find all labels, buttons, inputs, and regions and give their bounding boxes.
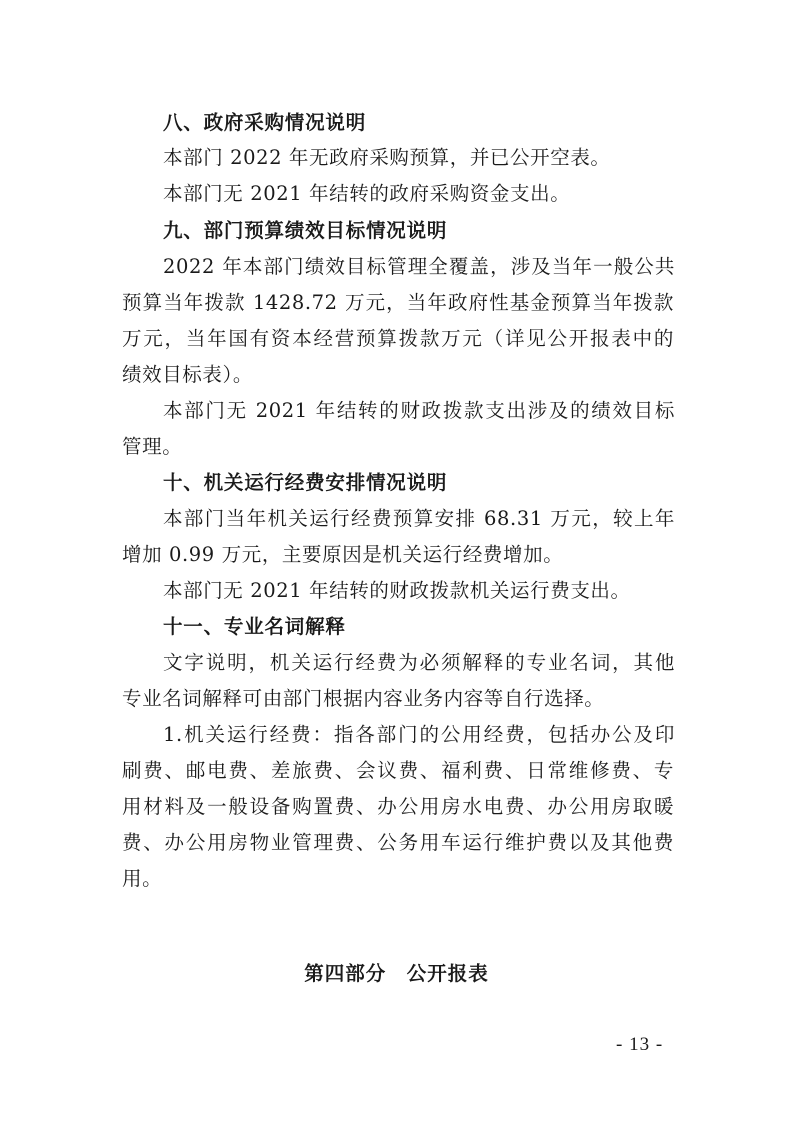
- section-8-heading: 八、政府采购情况说明: [163, 111, 367, 134]
- section-10-paragraph-1-line-2: 增加 0.99 万元，主要原因是机关运行经费增加。: [122, 543, 564, 566]
- section-9-paragraph-1-line-2: 预算当年拨款 1428.72 万元，当年政府性基金预算当年拨款: [122, 291, 674, 314]
- section-9-paragraph-2-line-1: 本部门无 2021 年结转的财政拨款支出涉及的绩效目标: [163, 399, 675, 422]
- section-11-paragraph-2-line-3: 用材料及一般设备购置费、办公用房水电费、办公用房取暖: [122, 795, 674, 818]
- section-9-paragraph-1-line-3: 万元，当年国有资本经营预算拨款万元（详见公开报表中的: [122, 327, 674, 350]
- section-10-heading: 十、机关运行经费安排情况说明: [163, 471, 448, 494]
- section-11-heading: 十一、专业名词解释: [163, 615, 346, 638]
- section-11-paragraph-1-line-2: 专业名词解释可由部门根据内容业务内容等自行选择。: [122, 687, 605, 710]
- part-title: 第四部分 公开报表: [304, 962, 489, 985]
- section-8-paragraph-1: 本部门 2022 年无政府采购预算，并已公开空表。: [163, 146, 611, 169]
- section-11-paragraph-1-line-1: 文字说明，机关运行经费为必须解释的专业名词，其他: [163, 651, 675, 674]
- section-9-paragraph-2-line-2: 管理。: [122, 435, 183, 458]
- section-10-paragraph-1-line-1: 本部门当年机关运行经费预算安排 68.31 万元，较上年: [163, 507, 675, 530]
- section-11-paragraph-2-line-5: 用。: [122, 867, 163, 890]
- section-8-paragraph-2: 本部门无 2021 年结转的政府采购资金支出。: [163, 182, 571, 205]
- section-9-heading: 九、部门预算绩效目标情况说明: [163, 219, 448, 242]
- section-9-paragraph-1-line-1: 2022 年本部门绩效目标管理全覆盖，涉及当年一般公共: [163, 255, 675, 278]
- section-11-paragraph-2-line-1: 1.机关运行经费：指各部门的公用经费，包括办公及印: [163, 723, 675, 746]
- section-10-paragraph-2: 本部门无 2021 年结转的财政拨款机关运行费支出。: [163, 579, 631, 602]
- section-9-paragraph-1-line-4: 绩效目标表）。: [122, 363, 253, 386]
- section-11-paragraph-2-line-4: 费、办公用房物业管理费、公务用车运行维护费以及其他费: [122, 831, 674, 854]
- page-number: - 13 -: [616, 1034, 664, 1055]
- section-11-paragraph-2-line-2: 刷费、邮电费、差旅费、会议费、福利费、日常维修费、专: [122, 759, 674, 782]
